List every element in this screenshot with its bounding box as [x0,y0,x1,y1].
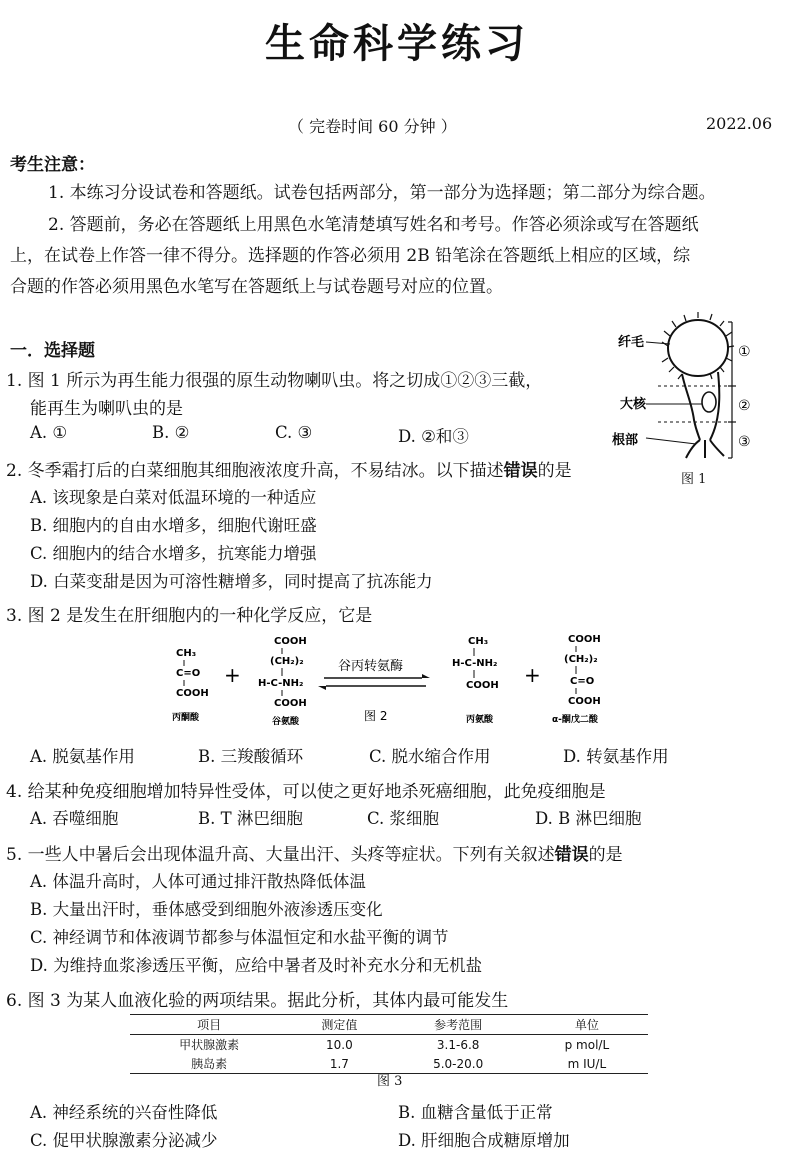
q3-option-c: C. 脱水缩合作用 [369,747,491,766]
q5-option-b: B. 大量出汗时，垂体感受到细胞外液渗透压变化 [30,900,383,919]
fig1-segment-3: ③ [738,434,751,450]
q5-option-c: C. 神经调节和体液调节都参与体温恒定和水盐平衡的调节 [30,928,449,947]
table-cell: 甲状腺激素 [179,1038,240,1052]
q5-stem-emphasis: 错误 [554,845,589,865]
time-note: （ 完卷时间 60 分钟 ） [288,117,457,136]
reversible-arrow-icon [318,674,430,690]
table-cell: 3.1-6.8 [436,1037,480,1052]
m4-name: α-酮戊二酸 [552,715,598,725]
m3-line-3: COOH [466,680,499,691]
m4-line-1: COOH [568,634,601,645]
m1-line-3: COOH [176,688,209,699]
q6-option-c: C. 促甲状腺激素分泌减少 [30,1131,218,1150]
q2-stem [6,456,572,481]
figure-1-trumpet-animal [608,312,784,490]
q4-option-b: B. T 淋巴细胞 [198,809,303,828]
figure-2-reaction [168,630,618,730]
fig1-label-nucleus: 大核 [620,397,647,412]
q5-option-a: A. 体温升高时，人体可通过排汗散热降低体温 [30,872,366,891]
q2-option-b: B. 细胞内的自由水增多，细胞代谢旺盛 [30,516,317,535]
notice-item-2-line-3: 合题的作答必须用黑色水笔写在答题纸上与试卷题号对应的位置。 [10,277,503,297]
q3-option-a: A. 脱氨基作用 [30,747,135,766]
enzyme-label: 谷丙转氨酶 [338,659,404,674]
table-cell: 1.7 [329,1056,349,1071]
q5-stem-b: 的是 [588,845,623,865]
page-title: 生命科学练习 [265,21,529,67]
q2-stem-b: 的是 [537,461,572,481]
plus-2: + [524,663,541,687]
m4-line-4: COOH [568,696,601,707]
figure-2-caption: 图 2 [364,709,388,723]
m2-line-4: COOH [274,698,307,709]
q5-stem-a: 5. 一些人中暑后会出现体温升高、大量出汗、头疼等症状。下列有关叙述 [6,845,555,865]
notice-item-1: 1. 本练习分设试卷和答题纸。试卷包括两部分，第一部分为选择题；第二部分为综合题。 [48,183,716,203]
m2-line-1: COOH [274,636,307,647]
q2-stem-emphasis: 错误 [503,461,538,481]
blood-test-table [130,1014,648,1074]
m1-name: 丙酮酸 [172,713,200,723]
section-heading: 一．选择题 [10,341,95,361]
q3-stem: 3. 图 2 是发生在肝细胞内的一种化学反应，它是 [6,606,373,626]
figure-1-caption: 图 1 [681,472,707,487]
q5-option-d: D. 为维持血浆渗透压平衡，应给中暑者及时补充水分和无机盐 [30,956,483,975]
m4-line-2: (CH₂)₂ [564,654,598,665]
table-cell: 胰岛素 [191,1057,228,1071]
fig1-segment-1: ① [738,344,751,360]
table-header-item: 项目 [197,1018,222,1032]
q3-option-d: D. 转氨基作用 [563,747,669,766]
m3-name: 丙氨酸 [466,715,494,725]
m2-name: 谷氨酸 [272,717,300,727]
q5-stem [6,840,623,865]
q2-option-d: D. 白菜变甜是因为可溶性糖增多，同时提高了抗冻能力 [30,572,433,591]
plus-1: + [224,663,241,687]
q1-option-c: C. ③ [275,423,313,442]
fig1-label-cilia: 纤毛 [618,335,645,350]
q4-option-c: C. 浆细胞 [367,809,440,828]
m4-line-3: C=O [570,676,595,687]
table-cell: p mol/L [564,1037,610,1052]
notice-heading: 考生注意： [10,155,95,175]
q4-stem: 4. 给某种免疫细胞增加特异性受体，可以使之更好地杀死癌细胞，此免疫细胞是 [6,782,606,802]
table-header-unit: 单位 [574,1018,599,1032]
table-header-reference: 参考范围 [434,1018,483,1032]
table-cell: 10.0 [326,1037,353,1052]
q6-option-a: A. 神经系统的兴奋性降低 [30,1103,218,1122]
q1-stem-line-2: 能再生为喇叭虫的是 [30,399,183,419]
table-cell: m IU/L [567,1056,607,1071]
q1-option-b: B. ② [152,423,190,442]
m2-line-3: H-C-NH₂ [258,678,304,689]
table-row [130,1035,648,1055]
q3-option-b: B. 三羧酸循环 [198,747,304,766]
table-header-row [130,1015,648,1035]
q1-option-a: A. ① [30,423,68,442]
q6-stem: 6. 图 3 为某人血液化验的两项结果。据此分析，其体内最可能发生 [6,991,509,1011]
q4-option-d: D. B 淋巴细胞 [535,809,642,828]
fig1-segment-2: ② [738,398,751,414]
q2-stem-a: 2. 冬季霜打后的白菜细胞其细胞液浓度升高，不易结冰。以下描述 [6,461,504,481]
macronucleus-icon [702,392,716,412]
m3-line-2: H-C-NH₂ [452,658,498,669]
q2-option-c: C. 细胞内的结合水增多，抗寒能力增强 [30,544,317,563]
m2-line-2: (CH₂)₂ [270,656,304,667]
notice-item-2-line-2: 上，在试卷上作答一律不得分。选择题的作答必须用 2B 铅笔涂在答题纸上相应的区域，综 [10,246,691,266]
m1-line-1: CH₃ [176,648,197,659]
q2-option-a: A. 该现象是白菜对低温环境的一种适应 [30,488,317,507]
table-cell: 5.0-20.0 [433,1056,484,1071]
table-header-measured: 测定值 [321,1018,358,1032]
m3-line-1: CH₃ [468,636,489,647]
fig1-label-foot: 根部 [612,433,639,448]
figure-3-caption: 图 3 [377,1074,403,1089]
q6-option-d: D. 肝细胞合成糖原增加 [398,1131,570,1150]
q6-option-b: B. 血糖含量低于正常 [398,1103,553,1122]
q4-option-a: A. 吞噬细胞 [30,809,119,828]
m1-line-2: C=O [176,668,201,679]
notice-item-2-line-1: 2. 答题前，务必在答题纸上用黑色水笔清楚填写姓名和考号。作答必须涂或写在答题纸 [48,215,699,235]
q1-stem-line-1: 1. 图 1 所示为再生能力很强的原生动物喇叭虫。将之切成①②③三截， [6,371,543,391]
q1-option-d: D. ②和③ [398,427,469,446]
exam-date: 2022.06 [706,114,773,133]
